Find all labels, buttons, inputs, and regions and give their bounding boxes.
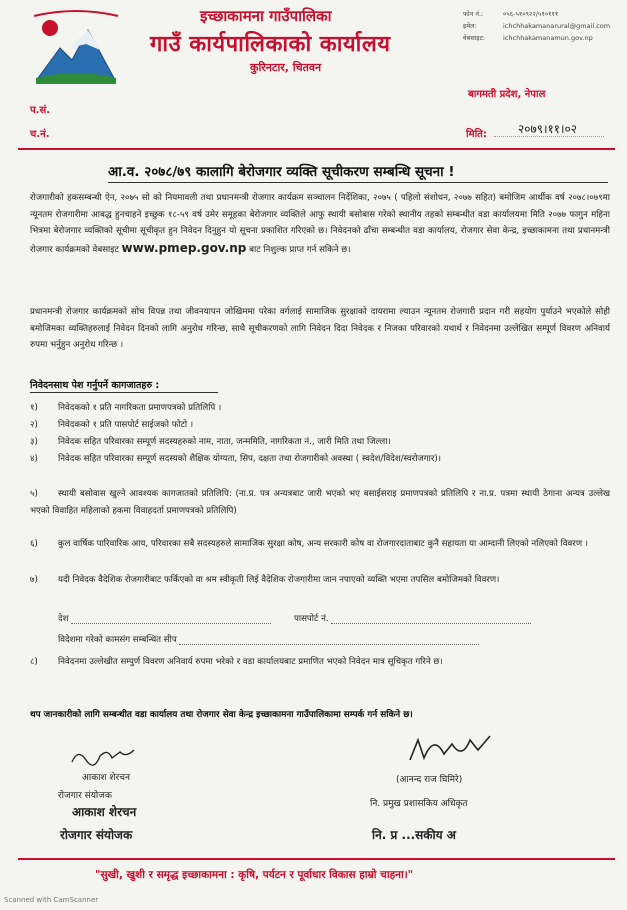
skill-label: विदेशमा गरेको कामसंग सम्बन्धित सीप [58, 635, 177, 645]
right-signature [404, 730, 496, 770]
contact-phone: फोन नं.: ०५६-५१०९२२/५१०१११ [463, 10, 559, 18]
list-item: २) निवेदकको १ प्रति पासपोर्ट साईजको फोटो । [30, 420, 194, 430]
footer-divider [18, 858, 615, 860]
date-value: २०७९।११।०२ [518, 122, 578, 136]
municipality-name: इच्छाकामना गाउँपालिका [200, 7, 332, 25]
purpose-paragraph: प्रधानमन्त्री रोजगार कार्यक्रमको सोच विपन्न तथा जीवनयापन जोखिममा परेका वर्गलाई सामाजिक सुरक्षाको दायरामा ल्याउन न्यूनतम रोजगारी प्रदान गरी सहयोग पुर्याउने भएकोले सोही बमोजिमका व्यक्तिहरुलाई निवेदन दिनको लागि अनुरोध गरिन्छ, साथै सूचीकरणको लागि निवेदन दिदा निवेदक र निजका परिवारको यथार्थ र निवेदनमा उल्लेखित सम्पूर्ण विवरण अनिवार्य रुपमा भर्नुहुन अनुरोध गरिन्छ । [30, 307, 610, 350]
country-label: देश [58, 614, 69, 624]
date-label: मिति: [466, 129, 487, 140]
office-location: कुरिनटार, चितवन [250, 61, 322, 74]
documents-heading-underline [30, 392, 218, 393]
country-field [58, 612, 271, 624]
contact-block [463, 8, 610, 44]
country-blank [71, 613, 271, 624]
list-item: १) निवेदकको १ प्रति नागरिकता प्रमाणपत्रको प्रतिलिपि । [30, 403, 222, 413]
passport-label: पासपोर्ट नं. [294, 614, 329, 624]
contact-email: इमेल: ichchhakamanarural@gmail.com [463, 22, 611, 30]
list-item: ६) कुल वार्षिक पारिवारिक आय, परिवारका सबै सदस्यहरुले सामाजिक सुरक्षा कोष, अन्य सरकारी कोष वा रोजगारदाताबाट कुनै सहायता या आम्दानी लिएको नलिएको विवरण । [30, 539, 589, 549]
left-signatory-role: रोजगार संयोजक [58, 791, 112, 801]
website-link[interactable]: www.pmep.gov.np [121, 240, 247, 255]
intro-text: रोजगारीको हकसम्बन्धी ऐन, २०७५ सो को नियमावली तथा प्रधानमन्त्री रोजगार कार्यक्रम सञ्चालन निर्देशिका, २०७५ ( पहिलो संशोधन, २०७७ सहित) बमोजिम आर्थीक वर्ष २०७८।०७९मा न्यूनतम रोजगारीमा आबद्ध हुनचाहने इच्छुक १८-५९ वर्ष उमेर समूहका बेरोजगार व्यक्तिले आफु स्थायी बसोबास गरेको स्थानीय तहको सम्बन्धीत वडा कार्यालयमा मिति २०७७ फागुन महिना भित्रमा बेरोजगार व्यक्तिको सूचीमा सूचीकृत हुन निवेदन दिनुहुन यो सूचना प्रकाशित गरिएको छ। निवेदनको ढाँचा सम्बन्धीत वडा कार्यालय, रोजगार सेवा केन्द्र, इच्छाकामना तथा प्रधानमन्त्री रोजगार कार्यक्रमको वेबसाइट [30, 193, 610, 255]
list-item: ७) यदी निवेदक वैदेशिक रोजगारीबाट फर्किएको वा श्रम स्वीकृती लिई वैदेशिक रोजगारीमा जान नपाएको व्यक्ति भएमा तपसिल बमोजिमको विवरण। [30, 575, 500, 585]
left-signature [68, 744, 138, 768]
footer-slogan: "सुखी, खुशी र समृद्ध इच्छाकामना : कृषि, पर्यटन र पूर्वाधार विकास हाम्रो चाहना।" [95, 869, 414, 881]
left-stamp-name: आकाश शेरचन [72, 805, 137, 819]
list-item: ४) निवेदक सहित परिवारका सम्पूर्ण सदस्यको शैक्षिक योग्यता, सिप, दक्षता तथा रोजगारीको अवस्था ( स्वदेश/विदेश/स्वरोजगार)। [30, 454, 441, 464]
intro-tail: बाट निशुल्क प्राप्त गर्न सकिने छ। [249, 244, 351, 255]
scanner-watermark: Scanned with CamScanner [4, 896, 99, 904]
left-stamp-role: रोजगार संयोजक [60, 828, 133, 842]
title-underline [108, 182, 608, 183]
patra-sankhya-label: प.सं. [30, 105, 51, 116]
contact-note: थप जानकारीको लागि सम्बन्धीत वडा कार्यालय तथा रोजगार सेवा केन्द्र इच्छाकामना गाउँपालिकामा सम्पर्क गर्न सकिने छ। [30, 710, 413, 720]
right-stamp: नि. प्र ...सकीय अ [372, 828, 456, 842]
skill-blank [179, 634, 479, 645]
municipality-logo [30, 8, 122, 88]
list-item: ३) निवेदक सहित परिवारका सम्पूर्ण सदस्यहरुको नाम, नाता, जन्ममिति, नागरिकता नं., जारी मिति तथा जिल्ला। [30, 437, 391, 447]
office-title: गाउँ कार्यपालिकाको कार्यालय [150, 32, 391, 57]
list-item: ५) स्थायी बसोवास खुल्ने आवश्यक कागजातको प्रतिलिपि: (ना.प्र. पत्र अन्यत्रबाट जारी भएको भए बसाईसराइ प्रमाणपत्रको प्रतिलिपि र ना.प्र. पत्रमा स्थायी ठेगाना अन्यत्र उल्लेख भएको विवाहित महिलाको हकमा विवाहदर्ता प्रमाणपत्रको प्रतिलिपि) [30, 489, 610, 516]
passport-field [294, 612, 531, 624]
header-divider [18, 148, 615, 150]
list-item: ८) निवेदनमा उल्लेखीत सम्पुर्ण विवरण अनिवार्य रुपमा भरेको र वडा कार्यालयबाट प्रमाणित भएको निवेदन मात्र सूचिकृत गरिने छ। [30, 657, 443, 667]
right-signatory-name: (आनन्द राज घिमिरे) [396, 775, 463, 785]
left-signatory-name: आकाश शेरचन [82, 773, 130, 783]
notice-title: आ.व. २०७८/७९ कालागि बेरोजगार व्यक्ति सूचीकरण सम्बन्धि सूचना ! [108, 164, 455, 180]
province-label: बागमती प्रदेश, नेपाल [468, 89, 546, 100]
chalani-number-label: च.नं. [30, 129, 50, 140]
right-signatory-role: नि. प्रमुख प्रशासकिय अधिकृत [370, 799, 468, 809]
documents-heading: निवेदनसाथ पेश गर्नुपर्ने कागजातहरु : [30, 380, 160, 391]
passport-blank [331, 613, 531, 624]
contact-website: वेबसाइट: ichchhakamanamun.gov.np [463, 34, 593, 42]
intro-paragraph [30, 190, 610, 258]
skill-field [58, 633, 479, 645]
